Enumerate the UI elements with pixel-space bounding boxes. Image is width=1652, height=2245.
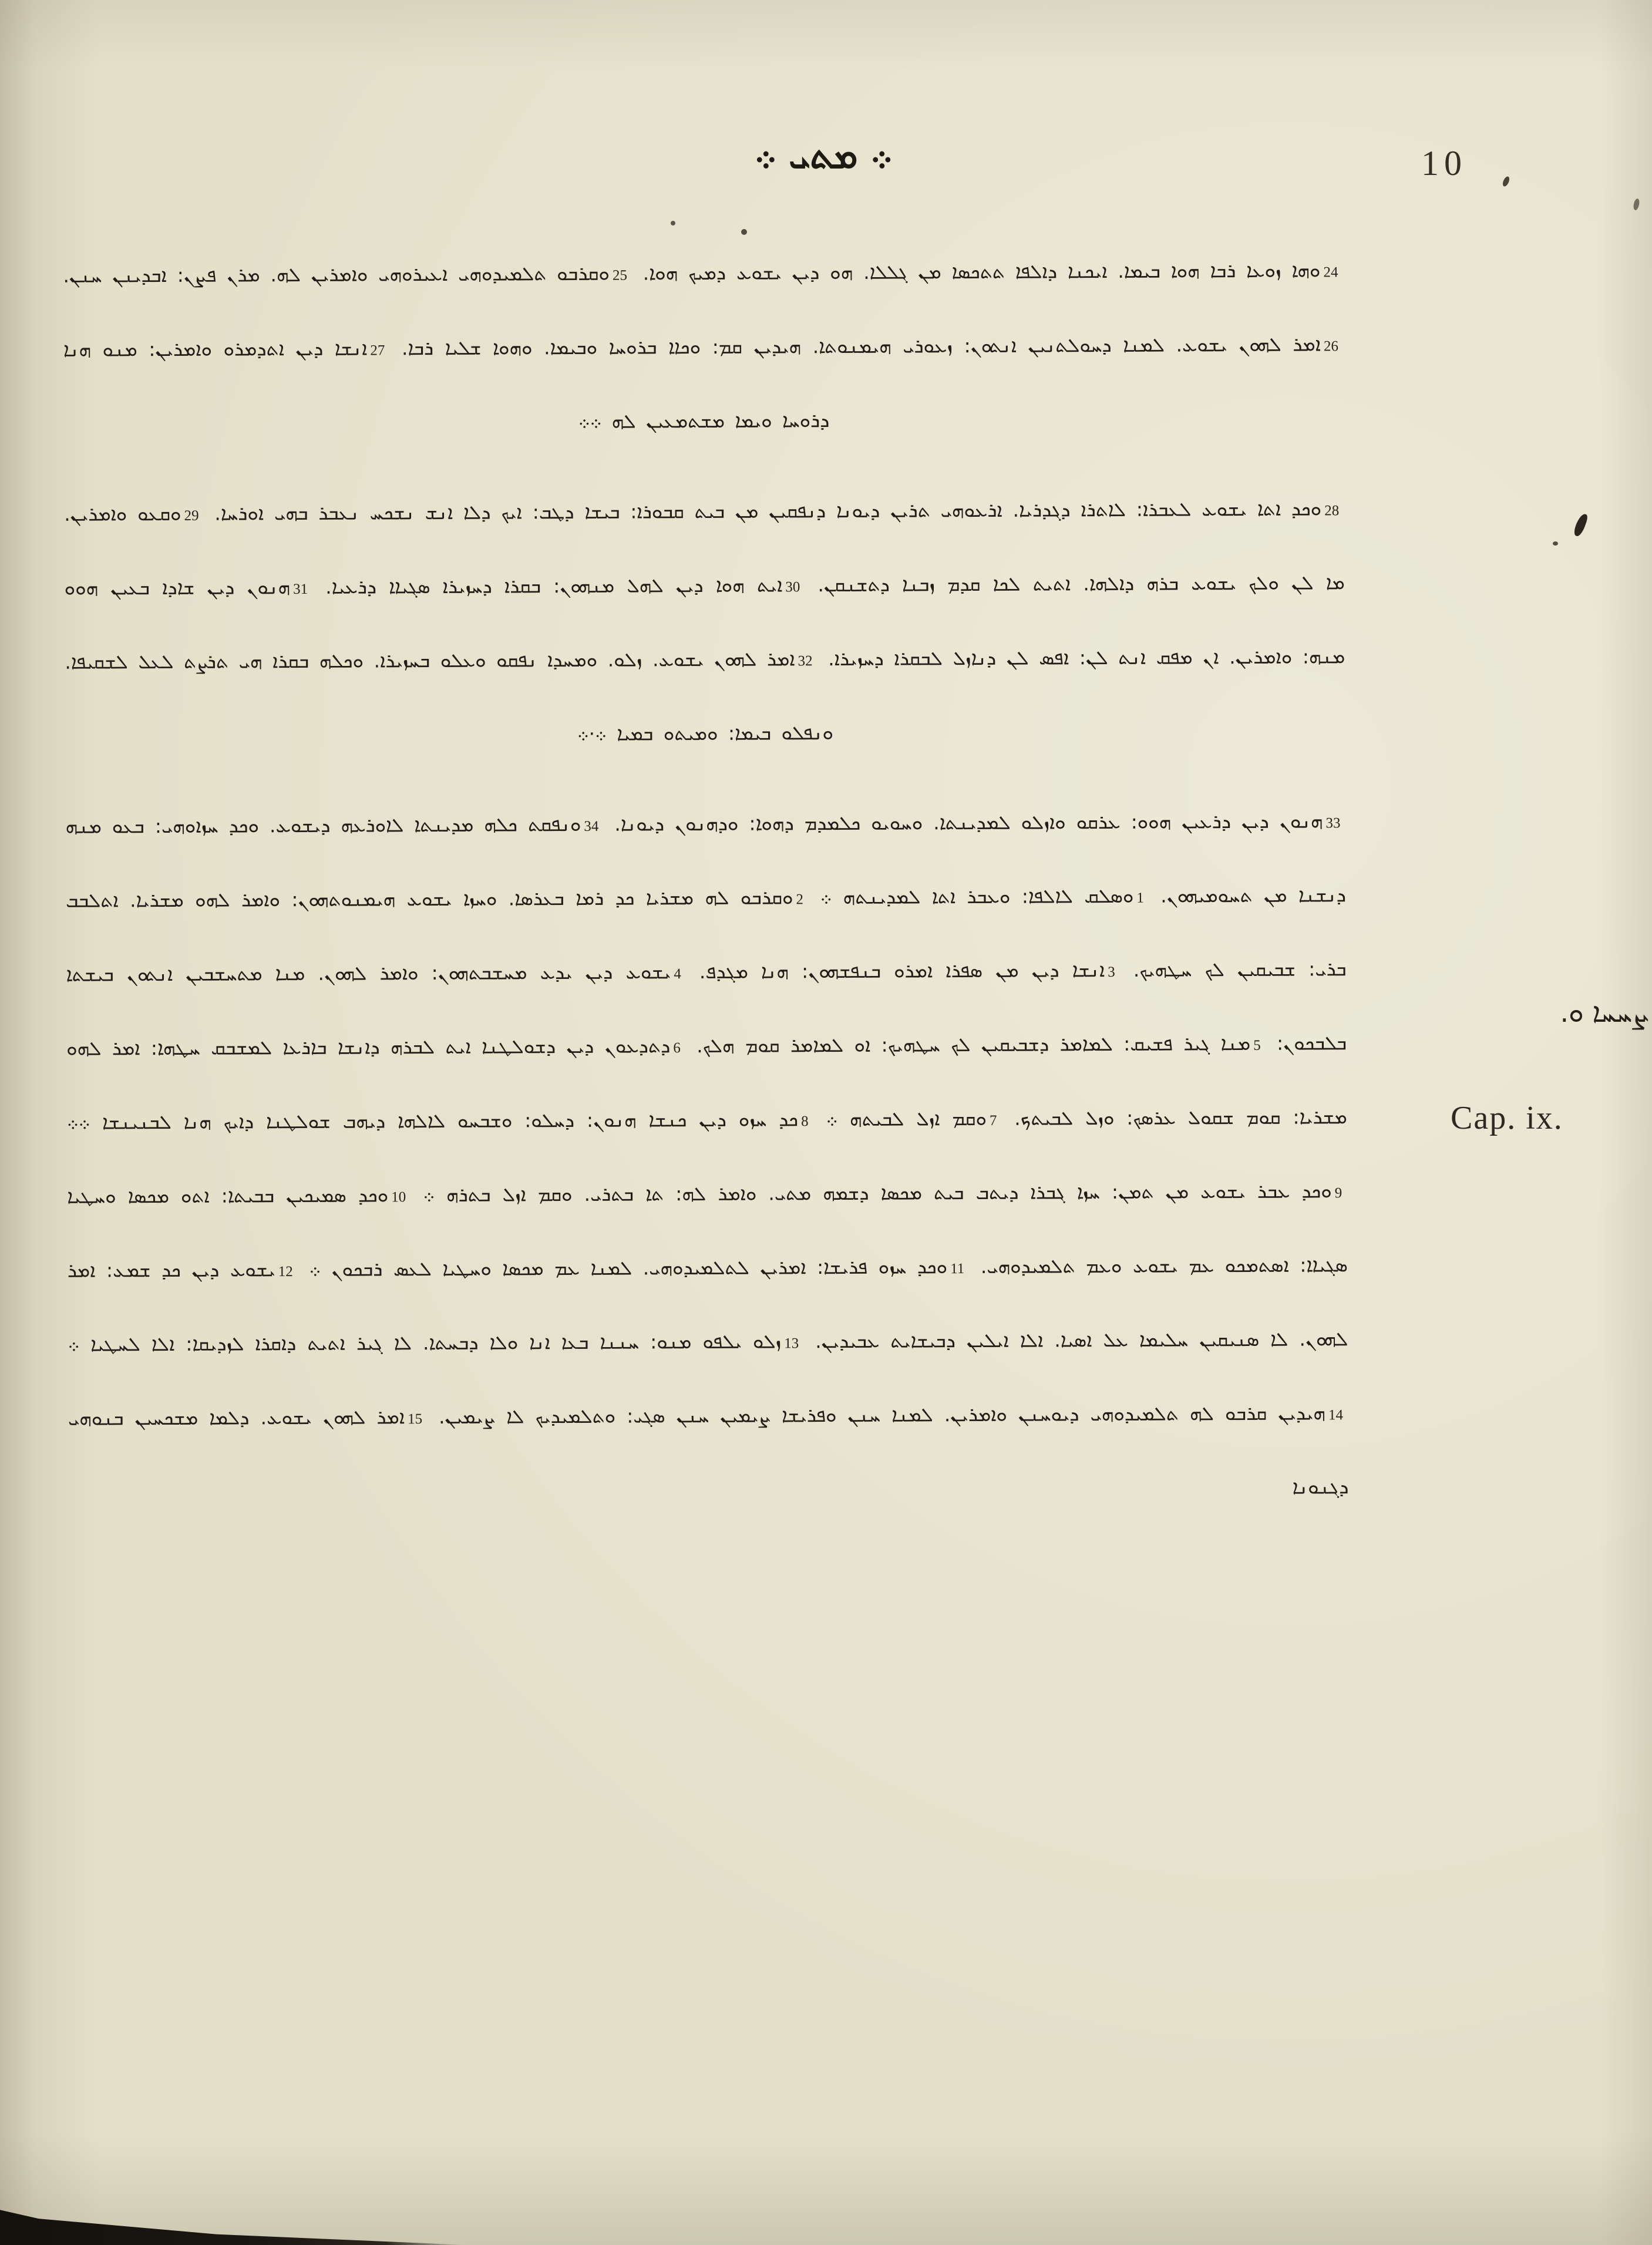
- verse-number: 26: [1323, 338, 1339, 355]
- verse-text: ܝܫܘܥ ܕܝܢ ܝܕܥ ܡܚܫܒܬܗܘܢ: ܘܐܡܪ ܠܗܘܢ. ܡܢܐ ܡܬܚܫܒܝܢ ܐܢܬܘܢ ܒܝܫܬܐ ܒܠܒܟܘܢ:: [66, 960, 1347, 1055]
- verse-number: 33: [1325, 815, 1341, 832]
- verse-text: ܘܟܕ ܣܡܝܟܝܢ ܒܒܝܬܐ: ܐܬܘ ܡܟܣܐ ܘܚܛܝܐ ܣܓܝܐܐ: ܐܣܬܡܟܘ ܥܡ ܝܫܘܥ ܘܥܡ ܬܠܡܝܕܘܗܝ.: [67, 1183, 1348, 1278]
- verse-paragraph: [65, 784, 1348, 1530]
- verse-number: 2: [796, 891, 804, 908]
- verse-paragraph: [64, 472, 1345, 773]
- verse-text: ܡܢܐ ܓܝܪ ܦܫܝܩ: ܠܡܐܡܪ ܕܫܒܝܩܝܢ ܠܟ ܚܛܗܝܟ: ܐܘ ܠܡܐܡܪ ܩܘܡ ܗܠܟ.: [685, 1031, 1251, 1058]
- verse-number: 25: [612, 267, 627, 284]
- verse-number: 29: [184, 507, 199, 524]
- verse-text: ܘܣܠܩ ܠܐܠܦܐ: ܘܥܒܪ ܐܬܐ ܠܡܕܝܢܬܗ ܀: [808, 884, 1134, 909]
- verse-number: 7: [989, 1112, 997, 1129]
- verse-text: ܐܝܬ ܗܘܐ ܕܝܢ ܠܗܠ ܡܢܗܘܢ: ܒܩܪܐ ܕܚܙܝܪܐ ܣܓܝܐܐ ܕܪܥܝܐ.: [313, 573, 783, 598]
- verse-number: 30: [785, 579, 800, 595]
- verse-text: ܘܩܪܒܘ ܬܠܡܝܕܘܗܝ ܐܥܝܪܘܗܝ ܘܐܡܪܝܢ ܠܗ. ܡܪܢ ܦܨܢ: ܐܒܕܝܢܢ ܚܢܢ.: [63, 261, 610, 287]
- verse-text: ܙܠܘ ܝܠܦܘ ܡܢܘ: ܚܢܢܐ ܒܥܐ ܐܢܐ ܘܠܐ ܕܒܚܬܐ. ܠܐ ܓܝܪ ܐܬܝܬ ܕܐܩܪܐ ܠܙܕܝܩܐ: ܐܠܐ ܠܚܛܝܐ ܀: [68, 1330, 782, 1356]
- verse-number: 3: [1108, 964, 1115, 981]
- scripture-text-column: [63, 233, 1349, 1546]
- page-number: 10: [1421, 144, 1467, 183]
- verse-number: 32: [798, 653, 813, 669]
- verse-number: 31: [293, 581, 308, 598]
- verse-number: 10: [391, 1189, 406, 1206]
- verse-number: 6: [673, 1040, 681, 1056]
- ink-speck: [1502, 176, 1511, 187]
- ink-speck: [741, 229, 747, 235]
- running-head-title: ܀ ܡܬܝ ܀: [754, 134, 893, 177]
- scan-edge-shadow: [0, 2196, 482, 2245]
- verse-text: ܐܡܪ ܠܗܘܢ ܝܫܘܥ. ܙܠܘ. ܘܡܚܕܐ ܢܦܩܘ ܘܥܠܘ ܒܚܙܝܪܐ. ܘܟܠܗ ܒܩܪܐ ܗܝ ܬܪܨܬ ܠܥܠ ܠܫܩܝܦܐ. ܘܢܦܠܘ ܒܝܡܐ: ܘܡܝܬܘ ܒܡܝܐ ܀·܀: [65, 647, 834, 745]
- verse-text: ܟܕ ܚܙܘ ܕܝܢ ܟܢܫܐ ܗܢܘܢ: ܕܚܠܘ: ܘܫܒܚܘ ܠܐܠܗܐ ܕܝܗܒ ܫܘܠܛܢܐ ܕܐܝܟ ܗܢܐ ܠܒܢܝܢܫܐ ܀܀: [66, 1108, 799, 1134]
- verse-text: ܝܫܘܥ ܕܝܢ ܟܕ ܫܡܥ: ܐܡܪ ܠܗܘܢ. ܠܐ ܣܢܝܩܝܢ ܚܠܝܡܐ ܥܠ ܐܣܝܐ. ܐܠܐ ܐܝܠܝܢ ܕܒܝܫܐܝܬ ܥܒܝܕܝܢ.: [67, 1258, 1348, 1353]
- verse-text: ܘܟܕ ܐܬܐ ܝܫܘܥ ܠܥܒܪܐ: ܠܐܬܪܐ ܕܓܕܪܝܐ. ܐܪܥܘܗܝ ܬܪܝܢ ܕܝܘܢܐ ܕܢܦܩܝܢ ܡܢ ܒܝܬ ܩܒܘܪܐ: ܒܝܫܐ ܕܛܒ: ܐܝܟ ܕܠܐ ܐܢܫ ܢܫܟܚ ܢܥܒܪ ܒܗܝ ܐܘܪܚܐ.: [204, 497, 1322, 525]
- verse-text: ܘܩܪܒܘ ܠܗ ܡܫܪܝܐ ܟܕ ܪܡܐ ܒܥܪܣܐ. ܘܚܙܐ ܝܫܘܥ ܗܝܡܢܘܬܗܘܢ: ܘܐܡܪ ܠܗܘ ܡܫܪܝܐ. ܐܬܠܒܒ ܒܪܝ: ܫܒܝܩܝܢ ܠܟ ܚܛܗܝܟ.: [65, 886, 1347, 981]
- verse-text: ܐܢܫܐ ܕܝܢ ܐܬܕܡܪܘ ܘܐܡܪܝܢ: ܡܢܘ ܗܢܐ ܕܪܘܚܐ ܘܝܡܐ ܡܫܬܡܥܝܢ ܠܗ ܀܀: [63, 336, 830, 433]
- verse-text: ܘܩܡ ܐܙܠ ܠܒܝܬܗ ܀: [813, 1106, 987, 1131]
- verse-text: ܘܟܕ ܚܙܘ ܦܪܝܫܐ: ܐܡܪܝܢ ܠܬܠܡܝܕܘܗܝ. ܠܡܢܐ ܥܡ ܡܟܣܐ ܘܚܛܝܐ ܠܥܣ ܪܒܟܘܢ ܀: [298, 1255, 948, 1281]
- verse-number: 13: [784, 1335, 799, 1352]
- verse-number: 8: [801, 1113, 809, 1130]
- verse-number: 9: [1334, 1185, 1343, 1201]
- verse-text: ܕܬܕܥܘܢ ܕܝܢ ܕܫܘܠܛܢܐ ܐܝܬ ܠܒܪܗ ܕܐܢܫܐ ܒܐܪܥܐ ܠܡܫܒܩ ܚܛܗܐ: ܐܡܪ ܠܗܘ ܡܫܪܝܐ: ܩܘܡ ܫܩܘܠ ܥܪܣܟ: ܘܙܠ ܠܒܝܬܟ.: [66, 1034, 1347, 1130]
- verse-number: 12: [278, 1264, 293, 1280]
- verse-number: 14: [1328, 1407, 1343, 1423]
- verse-text: ܘܢܦܩܬ ܟܠܗ ܡܕܝܢܬܐ ܠܐܘܪܥܗ ܕܝܫܘܥ. ܘܟܕ ܚܙܐܘܗܝ: ܒܥܘ ܡܢܗ ܕܢܫܢܐ ܡܢ ܬܚܘܡܝܗܘܢ.: [65, 812, 1347, 907]
- verse-number: 27: [370, 342, 385, 359]
- ink-speck: [1553, 541, 1558, 546]
- verse-text: ܐܡܪ ܠܗܘܢ ܝܫܘܥ. ܠܡܢܐ ܕܚܘܠܬܢܝܢ ܐܢܬܘܢ: ܙܥܘܪܝ ܗܝܡܢܘܬܐ. ܗܝܕܝܢ ܩܡ: ܘܟܐܐ ܒܪܘܚܐ ܘܒܝܡܐ. ܘܗܘܐ ܫܠܝܐ ܪܒܐ.: [390, 332, 1321, 360]
- margin-chapter-note: Cap. ix.: [1451, 1100, 1563, 1136]
- ink-speck: [671, 221, 675, 225]
- verse-number: 11: [950, 1261, 965, 1277]
- verse-text: ܐܢܫܐ ܕܝܢ ܡܢ ܣܦܪܐ ܐܡܪܘ ܒܢܦܫܗܘܢ: ܗܢܐ ܡܓܕܦ.: [686, 958, 1105, 984]
- verse-number: 4: [674, 966, 681, 982]
- verse-number: 1: [1136, 890, 1144, 906]
- ink-speck: [1633, 198, 1640, 210]
- verse-text: ܗܝܕܝܢ ܩܪܒܘ ܠܗ ܬܠܡܝܕܘܗܝ ܕܝܘܚܢܢ ܘܐܡܪܝܢ. ܠܡܢܐ ܚܢܢ ܘܦܪܝܫܐ ܨܝܡܝܢ ܚܢܢ ܣܓܝ: ܘܬܠܡܝܕܝܟ ܠܐ ܨܝܡܝܢ.: [427, 1401, 1325, 1429]
- verse-text: ܗܢܘܢ ܕܝܢ ܕܪܥܝܢ ܗܘܘ: ܥܪܩܘ ܘܐܙܠܘ ܠܡܕܝܢܬܐ. ܘܚܘܝܘ ܟܠܡܕܡ ܕܗܘܐ: ܘܕܗܢܘܢ ܕܝܘܢܐ.: [604, 809, 1323, 836]
- verse-text: ܘܟܕ ܥܒܪ ܝܫܘܥ ܡܢ ܬܡܢ: ܚܙܐ ܓܒܪܐ ܕܝܬܒ ܒܝܬ ܡܟܣܐ ܕܫܡܗ ܡܬܝ. ܘܐܡܪ ܠܗ: ܬܐ ܒܬܪܝ. ܘܩܡ ܐܙܠ ܒܬܪܗ ܀: [411, 1179, 1332, 1207]
- verse-text: ܐܡܪ ܠܗܘܢ ܝܫܘܥ. ܕܠܡܐ ܡܫܟܚܝܢ ܒܢܘܗܝ ܕܓܢܘܢܐ: [68, 1405, 1349, 1499]
- margin-section-note: ܨܚܚܐ ܘ.: [1560, 997, 1649, 1028]
- ink-speck: [1573, 513, 1589, 538]
- verse-number: 34: [584, 818, 599, 834]
- verse-text: ܘܗܐ ܙܘܥܐ ܪܒܐ ܗܘܐ ܒܝܡܐ. ܐܝܟܢܐ ܕܐܠܦܐ ܬܬܟܣܐ ܡܢ ܓܠܠܐ. ܗܘ ܕܝܢ ܝܫܘܥ ܕܡܝܟ ܗܘܐ.: [632, 258, 1321, 285]
- verse-number: 15: [408, 1411, 423, 1428]
- verse-number: 5: [1253, 1037, 1261, 1053]
- verse-number: 24: [1323, 264, 1338, 281]
- verse-text: ܘܩܥܘ ܘܐܡܪܝܢ. ܡܐ ܠܢ ܘܠܟ ܝܫܘܥ ܒܪܗ ܕܐܠܗܐ. ܐܬܝܬ ܠܟܐ ܩܕܡ ܙܒܢܐ ܕܬܫܢܩܢ.: [64, 501, 1345, 597]
- verse-paragraph: [63, 233, 1344, 461]
- verse-number: 28: [1324, 503, 1340, 519]
- verse-text: ܗܢܘܢ ܕܝܢ ܫܐܕܐ ܒܥܝܢ ܗܘܘ ܡܢܗ: ܘܐܡܪܝܢ. ܐܢ ܡܦܩ ܐܢܬ ܠܢ: ܐܦܣ ܠܢ ܕܢܐܙܠ ܠܒܩܪܐ ܕܚܙܝܪܐ.: [64, 575, 1345, 671]
